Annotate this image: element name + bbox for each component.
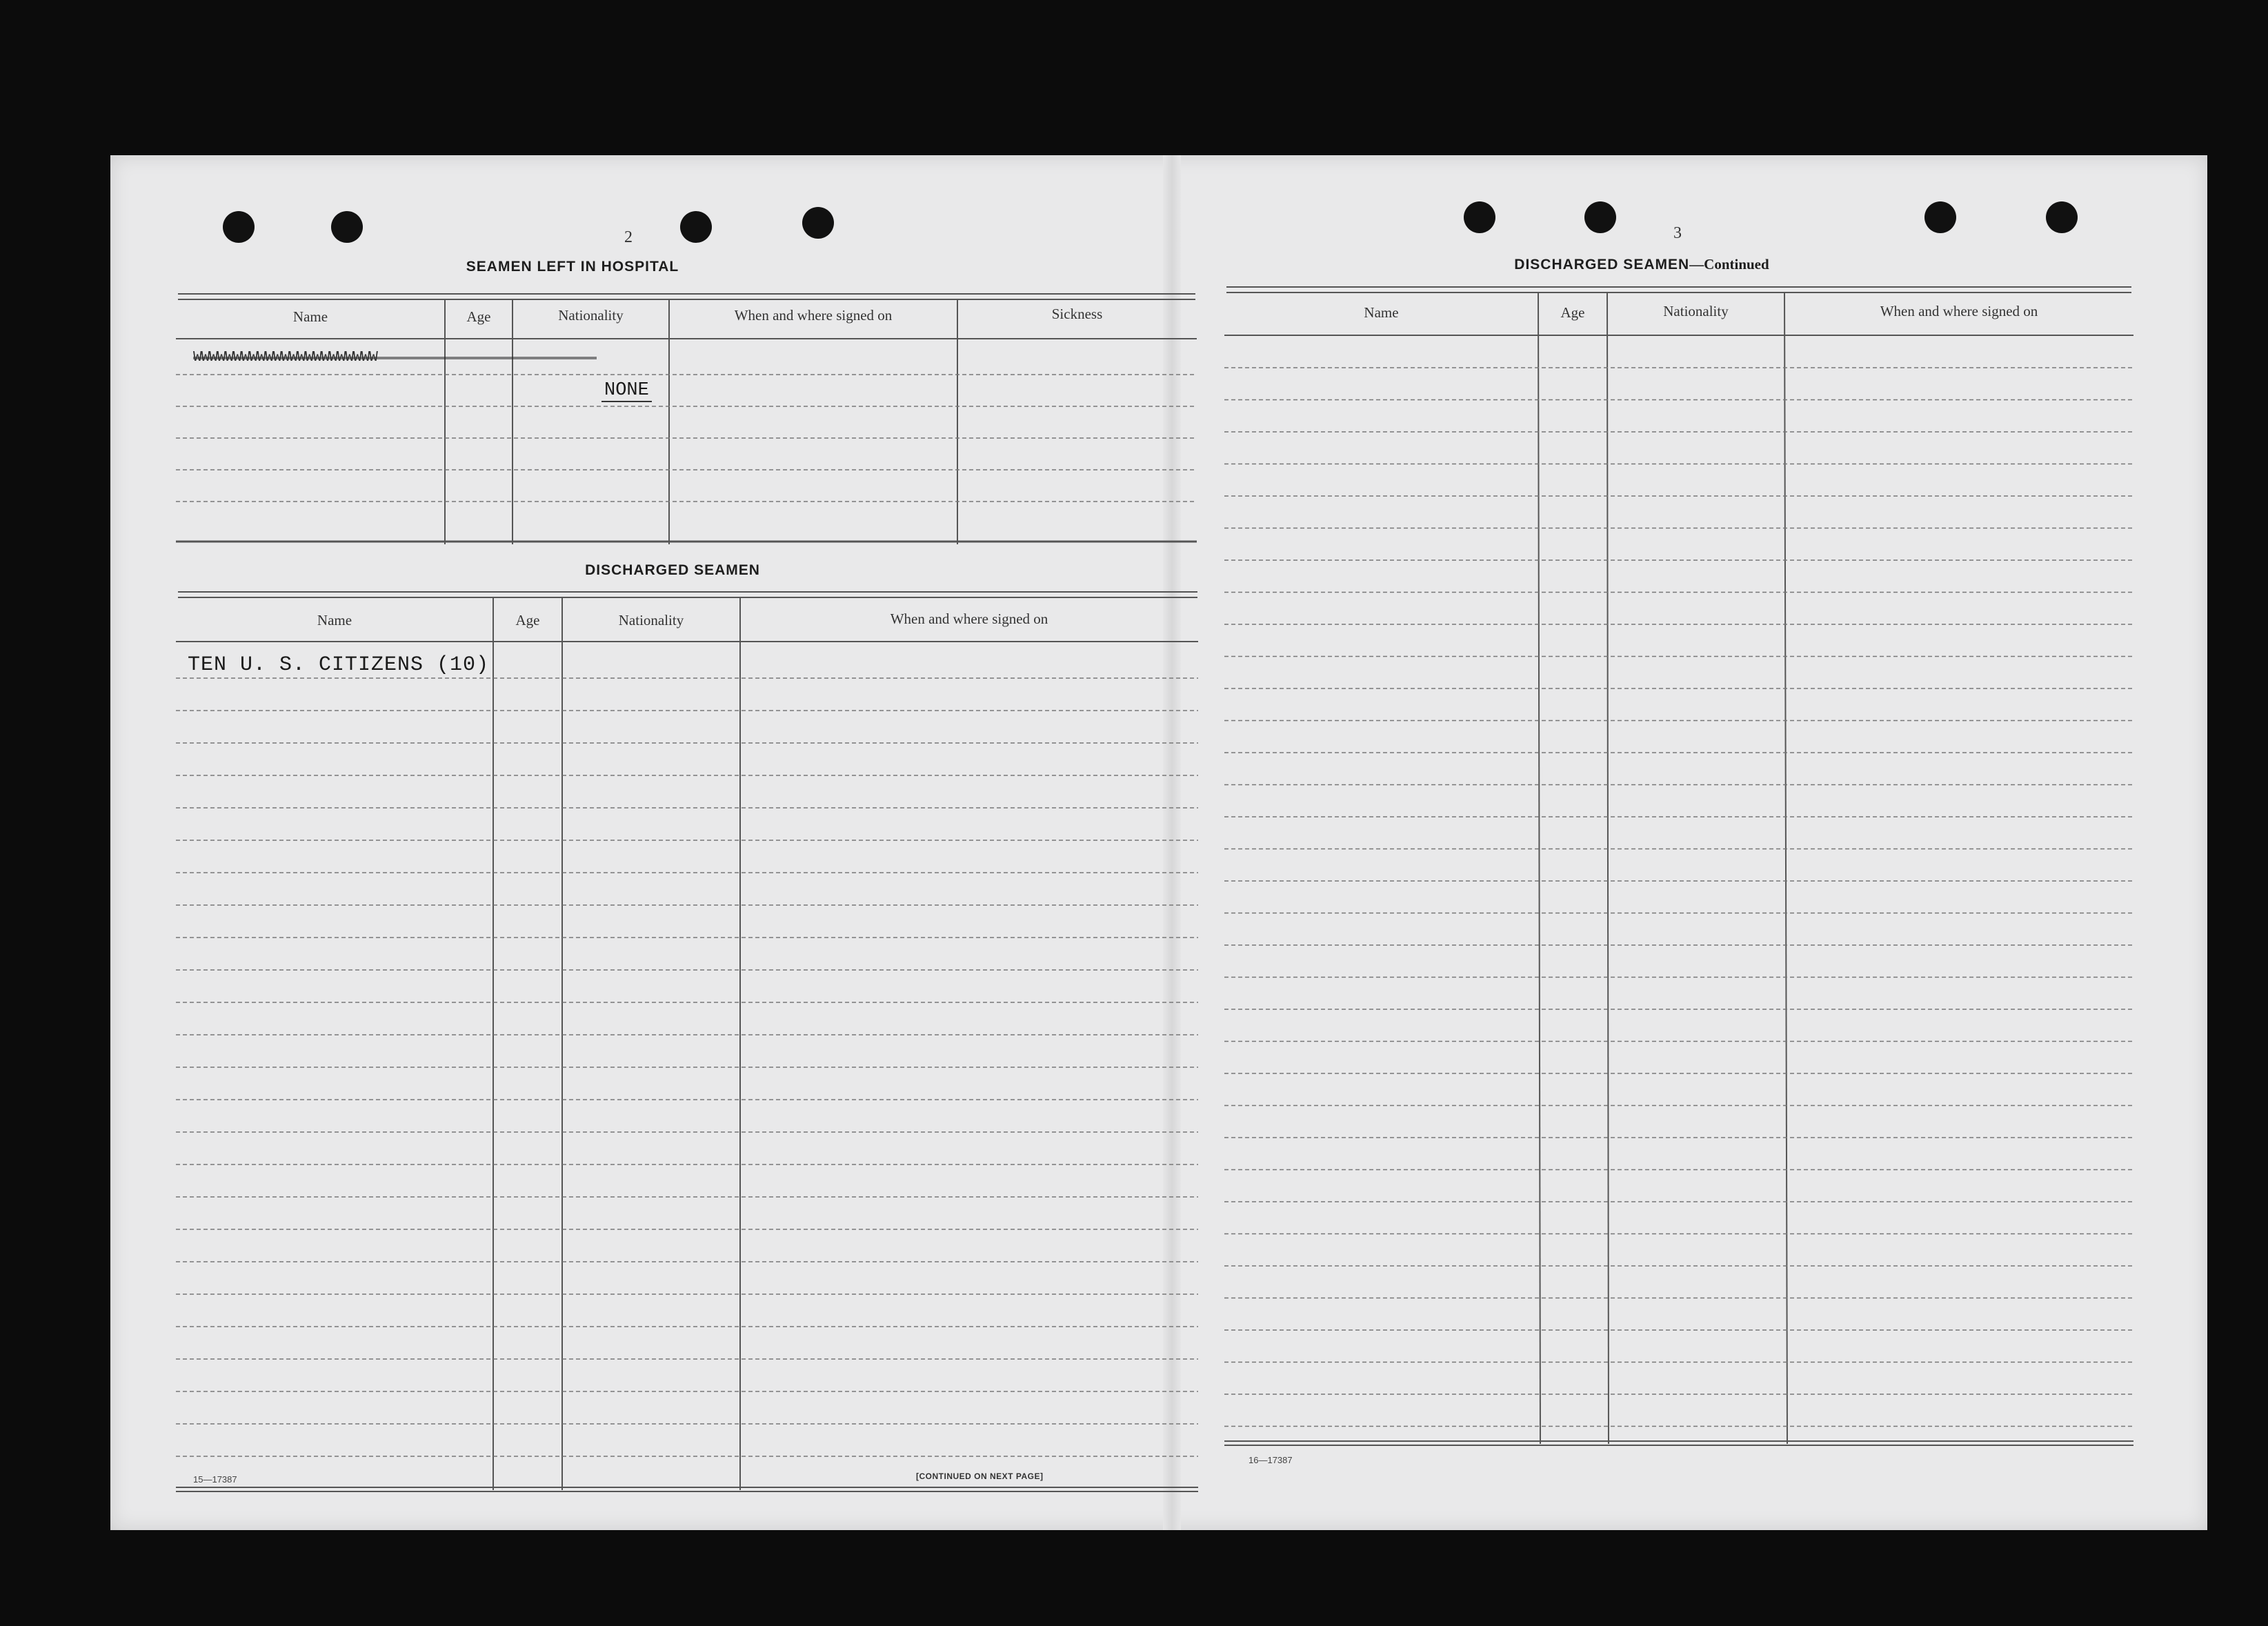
right-table-grid	[1224, 292, 2133, 1451]
right-section-title	[1462, 256, 1821, 273]
hospital-col-name: Name	[292, 308, 328, 325]
right-col-signed-on: When and where signed on	[1880, 303, 2038, 319]
punch-hole	[331, 211, 363, 243]
discharged-entry: TEN U. S. CITIZENS (10)	[188, 653, 490, 677]
page-number-right: 3	[1673, 224, 1682, 242]
struck-out-entry: WWWWWWWWWWWWWWWWWWWWWWW	[193, 350, 597, 366]
hospital-none-value: NONE	[601, 380, 652, 402]
form-code-left: 15—17387	[193, 1474, 237, 1485]
continued-note: [CONTINUED ON NEXT PAGE]	[916, 1471, 1044, 1481]
discharged-section-title: DISCHARGED SEAMEN	[585, 562, 760, 578]
right-col-nationality: Nationality	[1663, 303, 1729, 319]
punch-hole	[1924, 201, 1956, 233]
hospital-section-title: SEAMEN LEFT IN HOSPITAL	[466, 259, 679, 275]
punch-hole	[1584, 201, 1616, 233]
page-number-left: 2	[624, 228, 633, 246]
discharged-col-nationality: Nationality	[618, 612, 684, 628]
punch-hole	[223, 211, 255, 243]
discharged-col-age: Age	[515, 612, 540, 628]
discharged-table-grid	[176, 597, 1198, 1500]
right-col-name: Name	[1364, 304, 1399, 321]
document-sheet	[110, 155, 2207, 1530]
hospital-col-nationality: Nationality	[558, 307, 624, 324]
punch-hole	[1464, 201, 1495, 233]
punch-hole	[680, 211, 712, 243]
hospital-col-age: Age	[466, 308, 491, 325]
punch-hole	[802, 207, 834, 239]
form-code-right: 16—17387	[1249, 1455, 1293, 1465]
hospital-table-grid	[176, 299, 1197, 547]
right-section-title-main: DISCHARGED SEAMEN	[1514, 257, 1690, 272]
discharged-col-signed-on: When and where signed on	[890, 611, 1048, 627]
punch-hole	[2046, 201, 2078, 233]
hospital-col-signed-on: When and where signed on	[734, 307, 893, 324]
discharged-col-name: Name	[317, 612, 352, 628]
right-section-title-suffix: —Continued	[1689, 256, 1769, 272]
right-col-age: Age	[1560, 304, 1585, 321]
hospital-col-sickness: Sickness	[1051, 306, 1103, 322]
